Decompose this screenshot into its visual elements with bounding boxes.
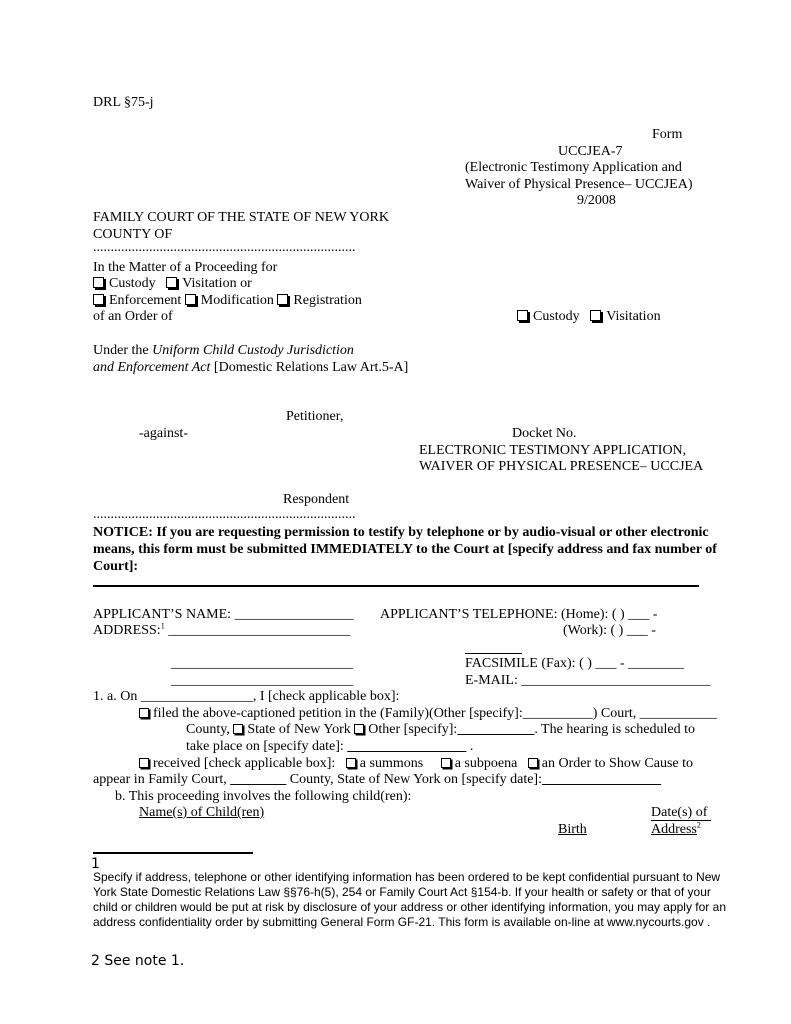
footnote-1-text: Specify if address, telephone or other identifying information has been ordered to be kept confidential pursuant to New York State Domestic Relations Law §§76-h(5), 254 or Family Court Act §154-b. If your health or safety or that of your child or children would be put at risk by disclosure of your address or other identifying information, you may apply for an address confidentiality order by submitting General Form GF-21. This form is available on-line at www.nycourts.gov .: [93, 870, 726, 929]
state-ny-checkbox[interactable]: [233, 724, 243, 734]
column-header-birth: Birth: [558, 822, 587, 837]
court-county: COUNTY OF: [93, 227, 173, 242]
act-reference-line-2: and Enforcement Act [Domestic Relations Law Art.5-A]: [93, 360, 409, 375]
form-label: Form: [652, 127, 683, 142]
column-header-address: Address$^2$: [651, 820, 701, 837]
matter-options-row-1: [93, 276, 252, 293]
received-checkbox[interactable]: [139, 758, 149, 768]
court-address-line: [93, 585, 699, 587]
order-custody-checkbox[interactable]: [517, 310, 528, 321]
modification-checkbox[interactable]: [185, 294, 196, 305]
item-1a-line: 1. a. On ________________, I [check applicable box]:: [93, 689, 400, 704]
enforcement-label: Enforcement: [109, 293, 182, 308]
form-date: 9/2008: [577, 193, 616, 208]
fax-field[interactable]: FACSIMILE (Fax): ( ) ___ - ________: [465, 656, 685, 671]
appear-line: appear in Family Court, ________ County, State of New York on [specify date]:_________________: [93, 772, 661, 787]
against-label: -against-: [139, 426, 188, 441]
custody-label: Custody: [109, 276, 156, 291]
received-option: received [check applicable box]: a summons a subpoena an Order to Show Cause to: [139, 756, 693, 773]
statute-reference: DRL §75-j: [93, 95, 154, 110]
work-phone-continuation-line: [465, 653, 522, 654]
order-type-options: [517, 309, 661, 326]
filed-option: [139, 706, 717, 723]
column-header-names: Name(s) of Child(ren): [139, 805, 265, 820]
hearing-date-blank[interactable]: _________________: [347, 739, 467, 754]
hearing-date-line: take place on [specify date]: _________________ .: [186, 739, 474, 754]
act-reference-line-1: Under the Uniform Child Custody Jurisdiction: [93, 343, 354, 358]
enforcement-checkbox[interactable]: [93, 294, 104, 305]
court-name: FAMILY COURT OF THE STATE OF NEW YORK: [93, 210, 389, 225]
email-field[interactable]: E-MAIL: ___________________________: [465, 673, 711, 688]
registration-checkbox[interactable]: [277, 294, 288, 305]
filed-text: filed the above-captioned petition in the (Family)(Other [specify]:__________) Court, ___________: [153, 706, 717, 721]
applicant-address-field[interactable]: ADDRESS:$^1$ __________________________: [93, 621, 351, 638]
order-custody-label: Custody: [533, 309, 580, 324]
caption-dotted-line-bottom: ...........................................................................: [93, 507, 356, 522]
summons-checkbox[interactable]: [346, 758, 356, 768]
docket-label: Docket No.: [512, 426, 577, 441]
subpoena-checkbox[interactable]: [441, 758, 451, 768]
order-visitation-checkbox[interactable]: [590, 310, 601, 321]
modification-label: Modification: [200, 293, 274, 308]
applicant-home-phone-field[interactable]: APPLICANT’S TELEPHONE: (Home): ( ) ___ -: [380, 607, 658, 622]
applicant-work-phone-field[interactable]: (Work): ( ) ___ -: [563, 623, 656, 638]
other-court-checkbox[interactable]: [354, 724, 364, 734]
filed-checkbox[interactable]: [139, 708, 149, 718]
matter-intro: In the Matter of a Proceeding for: [93, 260, 278, 275]
address-line-2[interactable]: __________________________: [171, 656, 353, 671]
form-title-line-2: Waiver of Physical Presence– UCCJEA): [465, 177, 693, 192]
of-order-label: of an Order of: [93, 309, 173, 324]
visitation-checkbox[interactable]: [166, 277, 177, 288]
footnote-1-mark: 1: [91, 856, 100, 872]
notice-text: NOTICE: If you are requesting permission to testify by telephone or by audio-visual or other electronic means, this form must be submitted IMMEDIATELY to the Court at [specify address and fax number of Court]:: [93, 525, 717, 574]
footnote-separator: [93, 852, 253, 854]
column-header-dates: Date(s) of: [651, 805, 708, 820]
dates-underline: [651, 820, 711, 821]
order-show-cause-checkbox[interactable]: [528, 758, 538, 768]
document-title-line-2: WAIVER OF PHYSICAL PRESENCE– UCCJEA: [419, 459, 704, 474]
item-1b-line: b. This proceeding involves the following child(ren):: [115, 789, 412, 804]
petitioner-label: Petitioner,: [286, 409, 344, 424]
matter-options-row-2: [93, 293, 362, 310]
form-title-line-1: (Electronic Testimony Application and: [465, 160, 682, 175]
footnote-2-text: 2 See note 1.: [91, 953, 185, 969]
order-visitation-label: Visitation: [606, 309, 661, 324]
applicant-name-field[interactable]: APPLICANT’S NAME: _________________: [93, 607, 354, 622]
document-title-line-1: ELECTRONIC TESTIMONY APPLICATION,: [419, 443, 687, 458]
address-line-3[interactable]: __________________________: [171, 673, 353, 688]
respondent-label: Respondent: [283, 492, 350, 507]
county-state-line: County, State of New York Other [specify]:___________. The hearing is scheduled to: [186, 722, 696, 737]
registration-label: Registration: [293, 293, 362, 308]
form-number: UCCJEA-7: [558, 144, 623, 159]
visitation-label: Visitation or: [182, 276, 252, 291]
custody-checkbox[interactable]: [93, 277, 104, 288]
caption-dotted-line-top: ...........................................................................: [93, 240, 356, 255]
